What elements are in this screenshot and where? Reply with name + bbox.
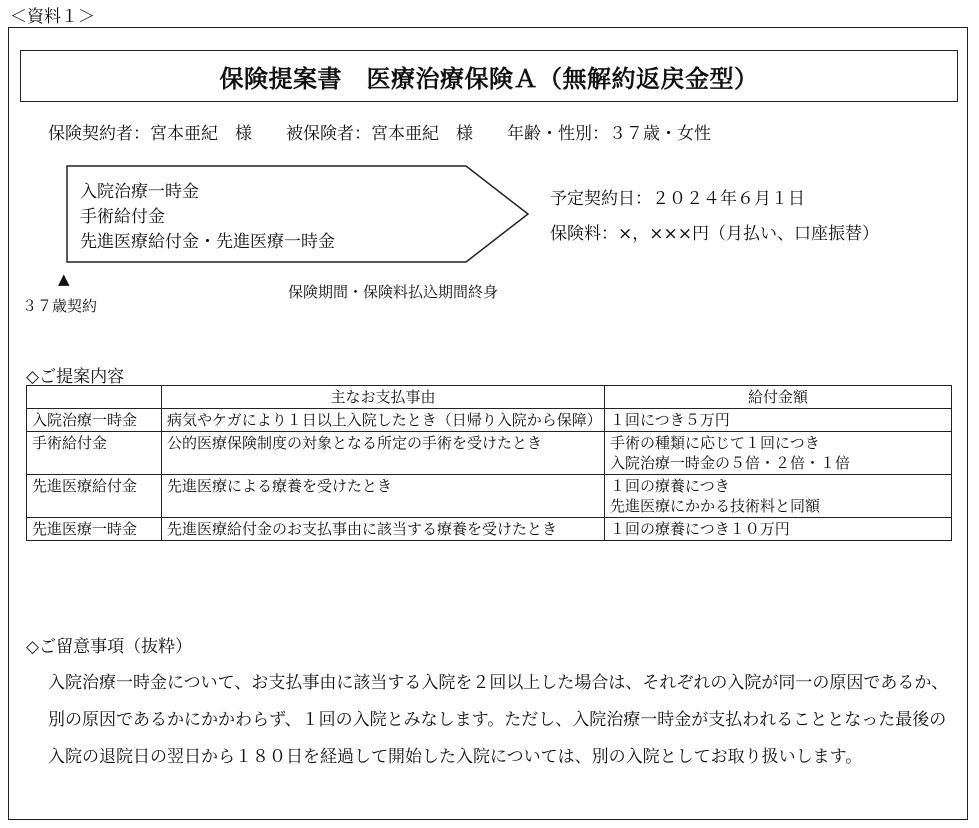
payment-reason: 病気やケガにより１日以上入院したとき（日帰り入院から保障） — [162, 409, 605, 432]
notes-body: 入院治療一時金について、お支払事由に該当する入院を２回以上した場合は、それぞれの入院が同一の原因であるか、別の原因であるかにかかわらず、１回の入院とみなします。ただし、入院治療一時金が支払われることとなった最後の入院の退院日の翌日から１８０日を経過して開始した入院については、別の入院としてお取り扱いします。 — [48, 673, 949, 767]
page-title: 保険提案書 医療治療保険Ａ（無解約返戻金型） — [219, 64, 759, 93]
arrow-benefit-item: 入院治療一時金 — [80, 182, 199, 202]
column-header — [27, 386, 162, 409]
premium: 保険料：×，×××円（月払い、口座振替） — [550, 224, 879, 244]
benefit-name: 手術給付金 — [27, 432, 162, 475]
benefit-amount: １回の療養につき１０万円 — [605, 518, 952, 541]
insured: 被保険者：宮本亜紀 様 — [286, 124, 473, 144]
table-row — [27, 409, 952, 432]
title-box — [20, 50, 958, 102]
benefit-amount: １回の療養につき 先進医療にかかる技術料と同額 — [605, 475, 952, 518]
notes-heading: ◇ご留意事項（抜粋） — [26, 637, 193, 657]
document-label: ＜資料１＞ — [10, 7, 95, 27]
benefit-amount: １回につき５万円 — [605, 409, 952, 432]
coverage-period: 保険期間・保険料払込期間終身 — [288, 283, 499, 301]
column-header: 給付金額 — [605, 386, 952, 409]
payment-reason: 公的医療保険制度の対象となる所定の手術を受けたとき — [162, 432, 605, 475]
benefit-name: 入院治療一時金 — [27, 409, 162, 432]
policyholder: 保険契約者：宮本亜紀 様 — [48, 124, 252, 144]
benefit-name: 先進医療一時金 — [27, 518, 162, 541]
table-header-row — [27, 386, 952, 409]
table-row — [27, 518, 952, 541]
triangle-marker-icon: ▲ — [58, 270, 70, 288]
benefit-table — [26, 385, 952, 541]
arrow-benefit-item: 先進医療給付金・先進医療一時金 — [80, 232, 335, 252]
arrow-benefit-item: 手術給付金 — [80, 207, 165, 227]
parties-line — [48, 119, 711, 144]
contract-date: 予定契約日：２０２４年６月１日 — [550, 189, 805, 209]
proposal-heading: ◇ご提案内容 — [26, 367, 125, 387]
contract-start-age: ３７歳契約 — [22, 297, 98, 315]
benefit-amount: 手術の種類に応じて１回につき 入院治療一時金の５倍・２倍・１倍 — [605, 432, 952, 475]
payment-reason: 先進医療による療養を受けたとき — [162, 475, 605, 518]
benefit-name: 先進医療給付金 — [27, 475, 162, 518]
payment-reason: 先進医療給付金のお支払事由に該当する療養を受けたとき — [162, 518, 605, 541]
age-gender: 年齢・性別：３７歳・女性 — [507, 124, 711, 144]
table-row — [27, 432, 952, 475]
table-row — [27, 475, 952, 518]
column-header: 主なお支払事由 — [162, 386, 605, 409]
